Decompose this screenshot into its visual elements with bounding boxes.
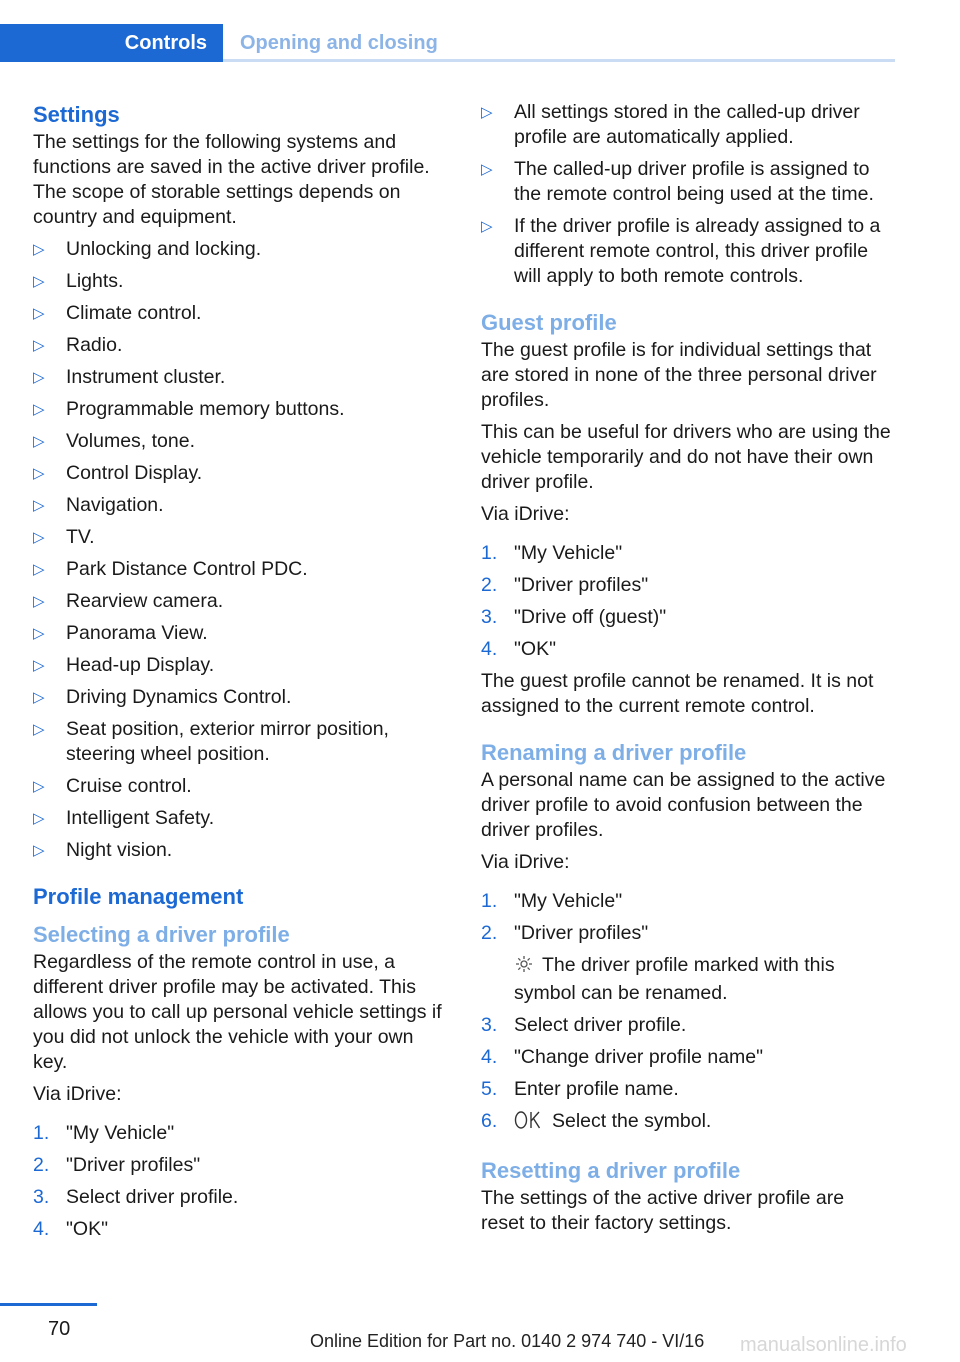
edition-line: Online Edition for Part no. 0140 2 974 740 - VI/16 (310, 1331, 705, 1351)
header-rule (223, 59, 895, 62)
triangle-bullet-icon: ▷ (33, 305, 45, 322)
triangle-bullet-icon: ▷ (33, 593, 45, 610)
list-item: ▷ Rearview camera. (33, 590, 224, 612)
list-item: ▷ Instrument cluster. (33, 366, 226, 388)
settings-heading: Settings (33, 102, 120, 127)
guest-profile-text-1: The guest profile is for individual settings that are stored in none of the three personal driver profiles. (481, 339, 877, 411)
resetting-driver-profile-text: The settings of the active driver profile are reset to their factory settings. (481, 1187, 845, 1234)
triangle-bullet-icon: ▷ (33, 778, 45, 795)
list-item: ▷ Park Distance Control PDC. (33, 558, 308, 580)
ok-symbol-icon (514, 1110, 544, 1137)
triangle-bullet-icon: ▷ (33, 810, 45, 827)
renaming-driver-profile-heading: Renaming a driver profile (481, 740, 747, 765)
list-item: 1. "My Vehicle" (481, 890, 623, 912)
settings-list (33, 237, 443, 863)
list-item: ▷ Cruise control. (33, 775, 192, 797)
list-item: ▷ Intelligent Safety. (33, 807, 215, 829)
triangle-bullet-icon: ▷ (33, 842, 45, 859)
list-item: ▷ The called-up driver profile is assigned to the remote control being used at the time. (481, 158, 874, 205)
selecting-driver-profile-text: Regardless of the remote control in use, a different driver profile may be activated. This allows you to call up personal vehicle settings if you did not unlock the vehicle with your own key. (33, 951, 442, 1073)
triangle-bullet-icon: ▷ (33, 529, 45, 546)
list-item: 6. Select the symbol. (481, 1109, 891, 1137)
triangle-bullet-icon: ▷ (33, 625, 45, 642)
list-item: 1. "My Vehicle" (481, 542, 623, 564)
left-column (33, 100, 443, 1249)
list-item: ▷ Radio. (33, 334, 123, 356)
triangle-bullet-icon: ▷ (481, 104, 493, 121)
selecting-driver-profile-heading: Selecting a driver profile (33, 922, 290, 947)
resetting-driver-profile-heading: Resetting a driver profile (481, 1158, 741, 1183)
triangle-bullet-icon: ▷ (33, 401, 45, 418)
applied-list (481, 100, 891, 289)
profile-management-heading: Profile management (33, 884, 244, 909)
triangle-bullet-icon: ▷ (33, 433, 45, 450)
triangle-bullet-icon: ▷ (33, 497, 45, 514)
list-item: ▷ Programmable memory buttons. (33, 398, 345, 420)
list-item: ▷ Panorama View. (33, 622, 208, 644)
triangle-bullet-icon: ▷ (33, 657, 45, 674)
guest-profile-text-2: This can be useful for drivers who are using the vehicle temporarily and do not have their own driver profile. (481, 421, 891, 493)
rename-steps-list (481, 889, 891, 1137)
list-item: ▷ If the driver profile is already assigned to a different remote control, this driver profile will apply to both remote controls. (481, 215, 881, 287)
list-item: ▷ Control Display. (33, 462, 203, 484)
triangle-bullet-icon: ▷ (481, 161, 493, 178)
triangle-bullet-icon: ▷ (33, 241, 45, 258)
list-item: ▷ Climate control. (33, 302, 202, 324)
list-item: 3. Select driver profile. (481, 1014, 687, 1036)
list-item: 4. "Change driver profile name" (481, 1046, 764, 1068)
select-steps-list (33, 1121, 443, 1242)
renaming-driver-profile-text: A personal name can be assigned to the active driver profile to avoid confusion between the driver profiles. (481, 769, 886, 841)
list-item: ▷ Unlocking and locking. (33, 238, 262, 260)
list-item: 2. "Driver profiles" (481, 574, 649, 596)
settings-intro: The settings for the following systems and functions are saved in the active driver profile. The scope of storable settings depends on country and equipment. (33, 131, 430, 228)
list-item: ▷ Driving Dynamics Control. (33, 686, 292, 708)
triangle-bullet-icon: ▷ (33, 721, 45, 738)
list-item: ▷ Night vision. (33, 839, 173, 861)
triangle-bullet-icon: ▷ (33, 689, 45, 706)
list-item: ▷ Navigation. (33, 494, 164, 516)
list-item: 2. "Driver profiles" The driver profile marked with this symbol can be renamed. (481, 922, 835, 1004)
list-item: 3. Select driver profile. (33, 1186, 239, 1208)
list-item: 1. "My Vehicle" (33, 1122, 175, 1144)
triangle-bullet-icon: ▷ (33, 561, 45, 578)
list-item: ▷ Lights. (33, 270, 124, 292)
triangle-bullet-icon: ▷ (33, 337, 45, 354)
guest-steps-list (481, 541, 891, 662)
via-idrive-label: Via iDrive: (481, 851, 570, 873)
list-item: ▷ All settings stored in the called-up driver profile are automatically applied. (481, 101, 860, 148)
list-item: ▷ TV. (33, 526, 95, 548)
right-column (481, 100, 891, 1243)
list-item: 5. Enter profile name. (481, 1078, 679, 1100)
via-idrive-label: Via iDrive: (33, 1083, 122, 1105)
triangle-bullet-icon: ▷ (33, 273, 45, 290)
tab-opening-and-closing[interactable]: Opening and closing (240, 31, 438, 54)
list-item: 2. "Driver profiles" (33, 1154, 201, 1176)
tab-controls[interactable]: Controls (0, 24, 223, 62)
list-item: 4. "OK" (33, 1218, 109, 1240)
triangle-bullet-icon: ▷ (33, 369, 45, 386)
triangle-bullet-icon: ▷ (33, 465, 45, 482)
list-item: ▷ Head-up Display. (33, 654, 215, 676)
guest-profile-note: The guest profile cannot be renamed. It is not assigned to the current remote control. (481, 670, 874, 717)
list-item: ▷ Volumes, tone. (33, 430, 195, 452)
header-tabbar (0, 24, 895, 62)
via-idrive-label: Via iDrive: (481, 503, 570, 525)
list-item: 3. "Drive off (guest)" (481, 606, 667, 628)
guest-profile-heading: Guest profile (481, 310, 617, 335)
page-number: 70 (48, 1318, 71, 1340)
watermark: manualsonline.info (740, 1334, 907, 1356)
footer-rule (0, 1303, 97, 1306)
triangle-bullet-icon: ▷ (481, 218, 493, 235)
list-item: ▷ Seat position, exterior mirror position, steering wheel position. (33, 718, 389, 765)
gear-icon (514, 954, 534, 981)
list-item: 4. "OK" (481, 638, 557, 660)
